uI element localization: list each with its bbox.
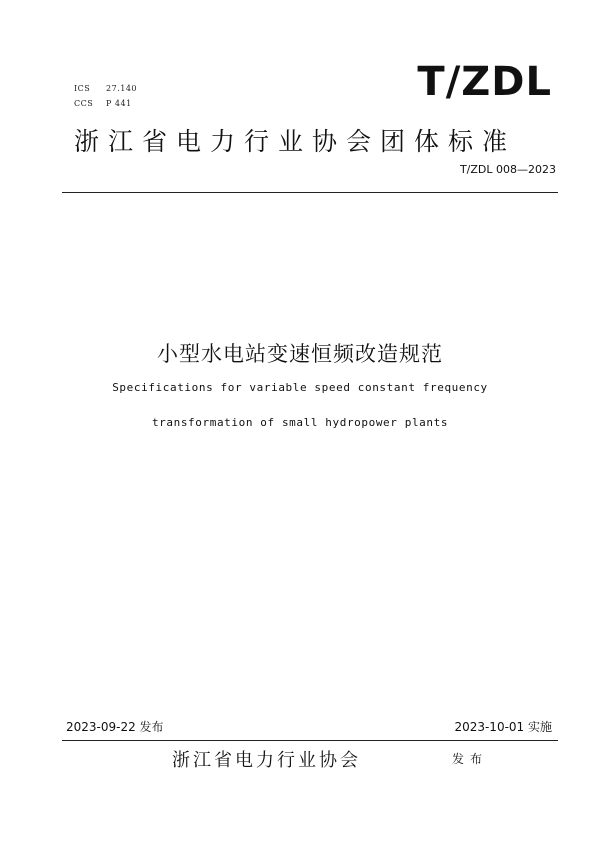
publish-date: 2023-09-22 发布 — [66, 720, 164, 734]
document-title-english-line2: transformation of small hydropower plants — [151, 416, 449, 429]
document-title-english-line1: Specifications for variable speed constant frequency — [112, 381, 488, 394]
effective-date: 2023-10-01 实施 — [454, 720, 552, 734]
standard-number: T/ZDL 008—2023 — [459, 163, 556, 176]
bottom-divider — [62, 740, 558, 741]
ics-classification — [74, 84, 137, 93]
organization-standard-title: 浙江省电力行业协会团体标准 — [74, 127, 517, 156]
standard-code-logo: T/ZDL — [417, 59, 552, 105]
ccs-value: P 441 — [106, 99, 132, 108]
ccs-label: CCS — [74, 99, 94, 108]
issuing-organization: 浙江省电力行业协会 — [172, 750, 361, 771]
issue-label: 发布 — [452, 752, 489, 766]
ccs-classification — [74, 99, 132, 108]
document-title-chinese: 小型水电站变速恒频改造规范 — [157, 342, 443, 366]
top-divider — [62, 192, 558, 193]
ics-value: 27.140 — [106, 84, 137, 93]
ics-label: ICS — [74, 84, 91, 93]
